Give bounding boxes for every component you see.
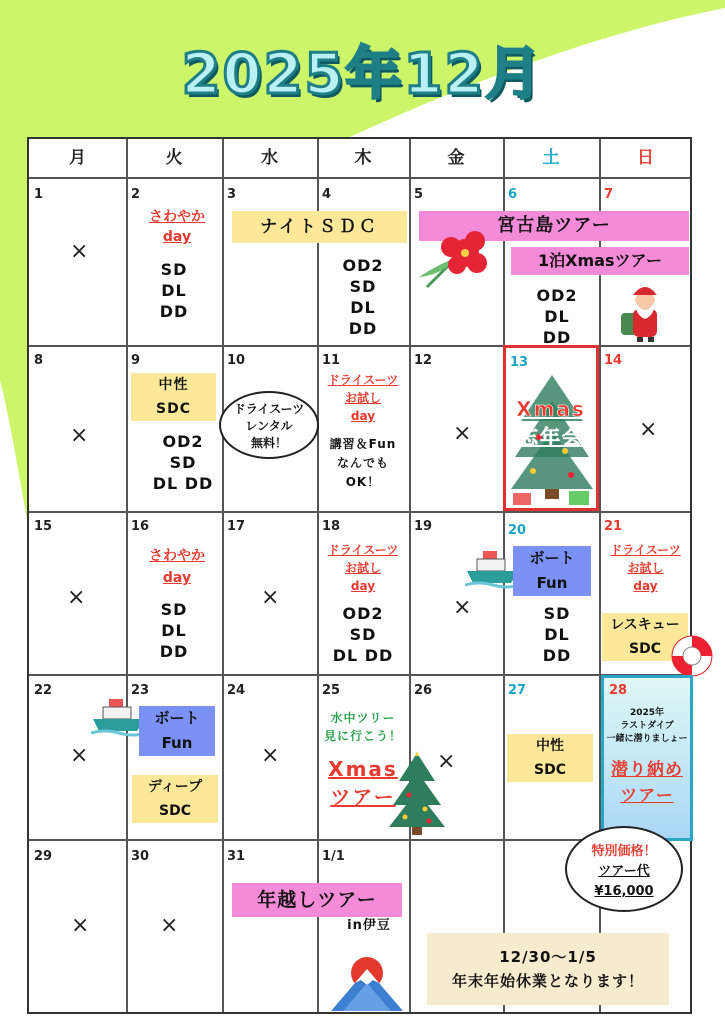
day-number: 7: [604, 187, 614, 202]
special-price-line1: 特別価格！: [591, 844, 657, 859]
course-list: [509, 603, 605, 666]
closed-mark: ×: [261, 585, 280, 610]
day-number: 1: [34, 187, 44, 202]
day-number: 24: [227, 683, 246, 698]
event-drysuit-trial-line2: お試し: [344, 391, 381, 405]
closed-mark: ×: [437, 749, 456, 774]
hibiscus-icon: [417, 227, 497, 293]
day-number: 30: [131, 849, 150, 864]
closed-mark: ×: [67, 585, 86, 610]
holiday-line1: 12/30〜1/5: [499, 948, 597, 966]
course-dl-dd: DL DD: [152, 474, 214, 493]
day-number: 15: [34, 519, 53, 534]
drysuit-rental-line3: 無料！: [250, 436, 287, 450]
event-sawayaka-line2: day: [162, 229, 192, 245]
day-number: 13: [510, 355, 529, 370]
day-number: 20: [508, 523, 527, 538]
course-dd: DD: [542, 646, 572, 665]
weekday-wed: 水: [261, 148, 278, 168]
mount-fuji-icon: [327, 947, 407, 1011]
event-sawayaka-line2: day: [162, 570, 192, 586]
event-boat-fun: [139, 706, 215, 756]
course-list: [317, 603, 409, 666]
day-number: 14: [604, 353, 623, 368]
event-sawayaka-line1: さわやか: [149, 209, 205, 225]
event-koshu: [317, 435, 409, 492]
closed-mark: ×: [160, 913, 179, 938]
weekday-sat: 土: [542, 148, 560, 168]
event-drysuit-trial: [317, 371, 409, 425]
course-dd: DD: [348, 319, 378, 338]
course-sd: SD: [349, 625, 377, 644]
day-number: 4: [322, 187, 332, 202]
event-toshikoshi-tour: 年越しツアー: [232, 883, 402, 917]
course-dl: DL: [544, 307, 570, 326]
closed-mark: ×: [70, 743, 89, 768]
drysuit-rental-line1: ドライスーツ: [233, 402, 305, 416]
course-dl: DL: [544, 625, 570, 644]
event-xmas-party: [503, 395, 599, 451]
event-deep-sdc: [132, 775, 218, 823]
event-chusei-sdc: [131, 373, 216, 421]
event-deep-line2: SDC: [159, 803, 191, 819]
course-list: [126, 599, 222, 662]
drysuit-rental-line2: レンタル: [245, 419, 293, 433]
course-od2: OD2: [536, 286, 578, 305]
event-drysuit-trial: [317, 541, 409, 595]
closed-mark: ×: [70, 423, 89, 448]
course-sd: SD: [349, 277, 377, 296]
event-xmas-1night-tour: 1泊Xmasツアー: [511, 247, 689, 275]
weekday-sun: 日: [637, 148, 654, 168]
event-sawayaka-line1: さわやか: [149, 548, 205, 564]
day-number: 12: [414, 353, 433, 368]
event-underwater-tree: [309, 709, 417, 745]
course-od2: OD2: [342, 604, 384, 623]
course-dd: DD: [542, 328, 572, 347]
event-drysuit-trial-line3: day: [350, 579, 376, 593]
day-number: 29: [34, 849, 53, 864]
day-number: 27: [508, 683, 527, 698]
day-number: 22: [34, 683, 53, 698]
santa-icon: [615, 279, 671, 343]
day-number: 5: [414, 187, 424, 202]
day-number: 19: [414, 519, 433, 534]
event-xmas-tour-line2: ツアー: [330, 785, 396, 809]
course-sd: SD: [160, 600, 188, 619]
course-od2: OD2: [162, 432, 204, 451]
event-koshu-line1: 講習＆Fun: [329, 437, 397, 451]
course-dd: DD: [159, 302, 189, 321]
day-number: 28: [609, 683, 628, 698]
special-price-amount: ¥16,000: [594, 884, 654, 899]
course-dd: DD: [159, 642, 189, 661]
day-number: 26: [414, 683, 433, 698]
event-drysuit-trial-line1: ドライスーツ: [327, 373, 399, 387]
day-number: 17: [227, 519, 246, 534]
event-izu: in伊豆: [347, 918, 391, 933]
holiday-notice: [427, 933, 669, 1005]
event-sengo-tour: [599, 757, 695, 809]
day-number: 21: [604, 519, 623, 534]
course-list: [126, 259, 222, 322]
course-dl: DL: [161, 621, 187, 640]
event-tree-line2: 見に行こう！: [323, 729, 402, 743]
course-sd: SD: [543, 604, 571, 623]
event-sengo-line2: ツアー: [620, 786, 674, 806]
event-chusei-line2: SDC: [534, 762, 566, 778]
weekday-tue: 火: [165, 148, 183, 168]
closed-mark: ×: [70, 239, 89, 264]
event-last-dive: [599, 707, 695, 746]
day-number: 31: [227, 849, 246, 864]
day-number: 8: [34, 353, 44, 368]
weekday-thu: 木: [354, 148, 372, 168]
course-sd: SD: [169, 453, 197, 472]
event-chusei-sdc: [507, 734, 593, 782]
event-last-line1: 2025年: [629, 708, 665, 718]
event-last-line2: ラストダイブ: [620, 721, 674, 731]
event-koshu-line3: OK！: [345, 475, 381, 489]
event-xmas-party-line2: 忘年会: [518, 425, 584, 449]
lifebuoy-icon: [669, 633, 715, 679]
day-number: 11: [322, 353, 341, 368]
event-drysuit-trial: [599, 541, 692, 595]
event-boat-line2: Fun: [536, 574, 568, 592]
course-dl: DL: [161, 281, 187, 300]
closed-mark: ×: [261, 743, 280, 768]
event-sawayaka: [129, 207, 225, 247]
day-number: 23: [131, 683, 150, 698]
closed-mark: ×: [639, 417, 658, 442]
event-sengo-line1: 潜り納め: [611, 760, 683, 780]
event-boat-fun: [513, 546, 591, 596]
special-price-bubble: [565, 826, 683, 912]
event-xmas-party-line1: Xmas: [516, 397, 586, 421]
page-title: 2025年12月: [181, 42, 544, 107]
weekday-fri: 金: [447, 148, 465, 168]
course-list: [509, 285, 605, 348]
event-sawayaka: [129, 545, 225, 589]
day-number: 16: [131, 519, 150, 534]
day-number: 18: [322, 519, 341, 534]
course-dl: DL: [350, 298, 376, 317]
event-chusei-line1: 中性: [158, 377, 189, 393]
event-rescue-line2: SDC: [629, 641, 661, 657]
event-xmas-tour-line1: Xmas: [328, 757, 398, 781]
course-list: [139, 431, 227, 494]
course-list: [317, 255, 409, 339]
event-drysuit-trial-line3: day: [633, 579, 658, 593]
event-boat-line2: Fun: [161, 734, 193, 752]
day-number: 10: [227, 353, 246, 368]
closed-mark: ×: [453, 595, 472, 620]
event-xmas-tour: [317, 755, 409, 811]
course-dl-dd: DL DD: [332, 646, 394, 665]
drysuit-rental-bubble: [219, 391, 319, 459]
event-miyako-tour: 宮古島ツアー: [419, 211, 689, 241]
event-boat-line1: ボート: [529, 549, 575, 567]
event-last-line3: 一緒に潜りましょー: [606, 734, 688, 744]
closed-mark: ×: [453, 421, 472, 446]
holiday-line2: 年末年始休業となります！: [451, 972, 644, 990]
day-number: 6: [508, 187, 518, 202]
event-drysuit-trial-line1: ドライスーツ: [327, 543, 399, 557]
day-number: 2: [131, 187, 141, 202]
event-drysuit-trial-line1: ドライスーツ: [610, 543, 681, 557]
day-number: 25: [322, 683, 341, 698]
day-number: 9: [131, 353, 141, 368]
event-drysuit-trial-line2: お試し: [344, 561, 381, 575]
day-number: 3: [227, 187, 237, 202]
event-drysuit-trial-line3: day: [350, 409, 376, 423]
course-sd: SD: [160, 260, 188, 279]
event-chusei-line2: SDC: [156, 401, 191, 417]
event-deep-line1: ディープ: [147, 779, 203, 795]
special-price-line2: ツアー代: [598, 864, 650, 879]
event-drysuit-trial-line2: お試し: [627, 561, 664, 575]
event-koshu-line2: なんでも: [336, 456, 389, 470]
course-od2: OD2: [342, 256, 384, 275]
event-rescue-line1: レスキュー: [610, 617, 680, 633]
event-chusei-line1: 中性: [536, 738, 564, 754]
closed-mark: ×: [71, 913, 90, 938]
day-number: 1/1: [322, 849, 345, 864]
event-boat-line1: ボート: [154, 709, 200, 727]
event-night-sdc: ナイトＳＤＣ: [232, 211, 407, 243]
weekday-mon: 月: [69, 148, 86, 168]
event-tree-line1: 水中ツリー: [330, 711, 396, 725]
